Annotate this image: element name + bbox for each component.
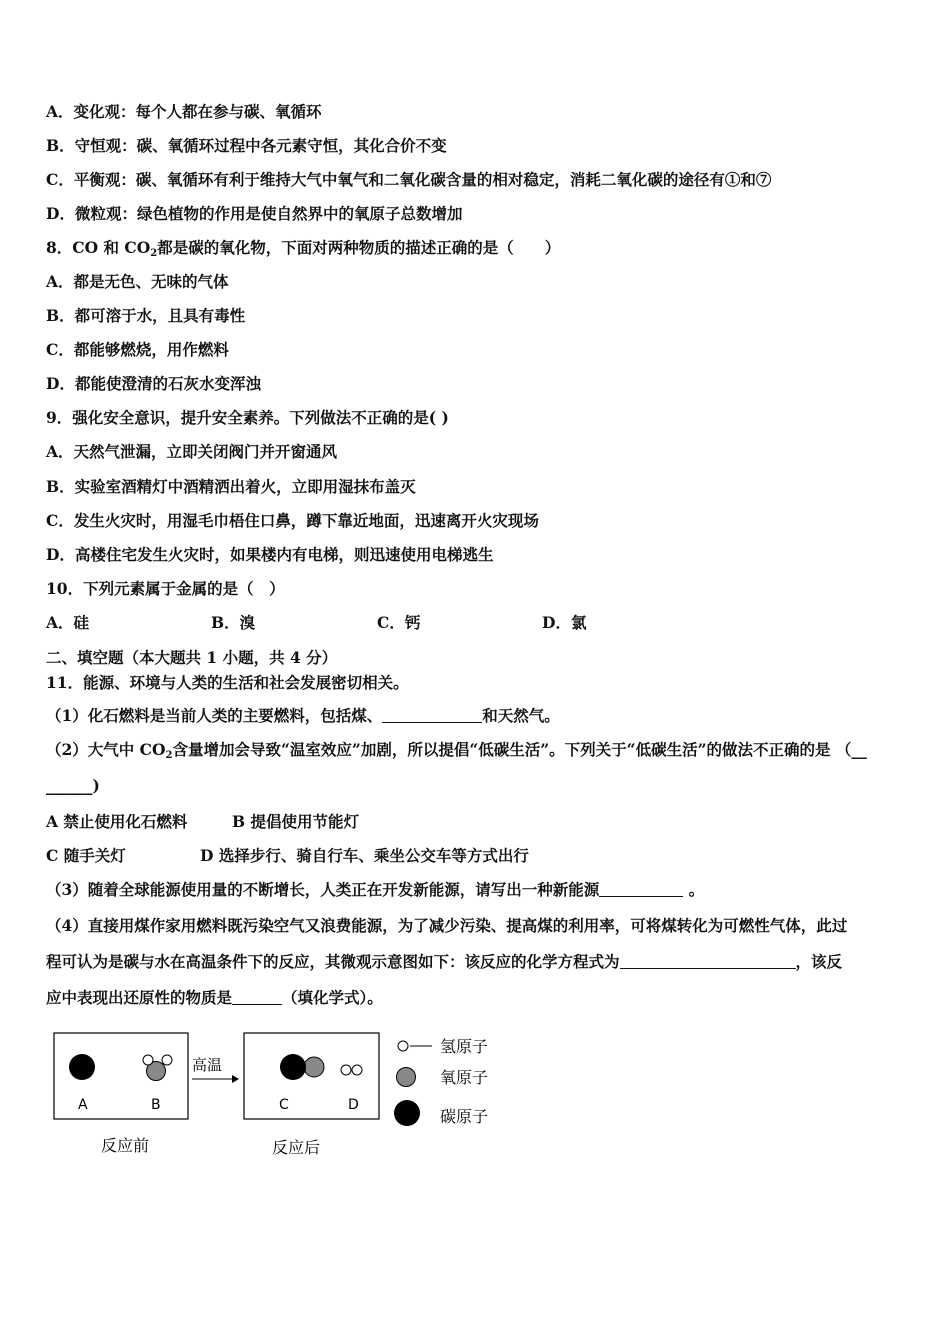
q8-option-d: D．都能使澄清的石灰水变浑浊 — [46, 374, 261, 393]
q9-option-d: D．高楼住宅发生火灾时，如果楼内有电梯，则迅速使用电梯逃生 — [46, 545, 494, 564]
q10-option-c: C．钙 — [377, 613, 421, 632]
legend-oxygen-icon — [397, 1068, 416, 1087]
q11-part4-line1: （4）直接用煤作家用燃料既污染空气又浪费能源，为了减少污染、提高煤的利用率，可将煤转化为可燃性气体，此过 — [46, 916, 848, 935]
q11-stem: 11．能源、环境与人类的生活和社会发展密切相关。 — [46, 673, 409, 692]
arrow-head — [232, 1075, 239, 1083]
hydrogen-atom — [352, 1065, 362, 1075]
hydrogen-atom — [162, 1055, 172, 1065]
q11-option-a: A 禁止使用化石燃料 — [46, 812, 188, 831]
carbon-atom — [280, 1054, 306, 1080]
equation-blank[interactable] — [620, 953, 796, 969]
q10-option-d: D．氯 — [542, 613, 587, 632]
q9-stem: 9．强化安全意识，提升安全素养。下列做法不正确的是( ) — [46, 408, 449, 427]
q9-option-a: A．天然气泄漏，立即关闭阀门并开窗通风 — [46, 442, 338, 461]
q7-option-c: C．平衡观：碳、氧循环有利于维持大气中氧气和二氧化碳含量的相对稳定，消耗二氧化碳的途径有①和⑦ — [46, 170, 772, 189]
label-b: B — [151, 1097, 161, 1113]
q10-option-a: A．硅 — [46, 613, 90, 632]
hydrogen-atom — [341, 1065, 351, 1075]
before-label: 反应前 — [101, 1136, 150, 1155]
label-c: C — [279, 1097, 289, 1113]
q8-stem: 8．CO 和 $CO_2$都是碳的氧化物，下面对两种物质的描述正确的是（ ） — [46, 238, 561, 259]
q9-option-b: B．实验室酒精灯中酒精洒出着火，立即用湿抹布盖灭 — [46, 477, 416, 496]
q8-option-a: A．都是无色、无味的气体 — [46, 272, 229, 291]
q11-option-c: C 随手关灯 — [46, 846, 126, 865]
legend-carbon-icon — [394, 1100, 420, 1126]
label-a: A — [78, 1097, 88, 1113]
q11-part1: （1）化石燃料是当前人类的主要燃料，包括煤、 和天然气。 — [46, 706, 560, 725]
q11-part3: （3）随着全球能源使用量的不断增长，人类正在开发新能源，请写出一种新能源 。 — [46, 880, 705, 899]
carbon-atom — [69, 1054, 95, 1080]
section-heading: 二、填空题（本大题共 1 小题，共 4 分） — [46, 648, 338, 667]
legend-oxygen: 氧原子 — [440, 1068, 489, 1087]
q10-option-b: B．溴 — [211, 613, 256, 632]
hydrogen-atom — [143, 1055, 153, 1065]
answer-blank[interactable] — [382, 707, 482, 723]
label-d: D — [348, 1097, 359, 1113]
q7-option-a: A．变化观：每个人都在参与碳、氧循环 — [46, 102, 322, 121]
legend-carbon: 碳原子 — [440, 1107, 489, 1126]
after-label: 反应后 — [272, 1138, 321, 1157]
q11-option-b: B 提倡使用节能灯 — [232, 812, 359, 831]
q11-part2: （2）大气中 $CO_2$含量增加会导致“温室效应”加剧，所以提倡“低碳生活”。下列关于“低碳生活”的做法不正确的是 （__ — [46, 740, 867, 761]
q7-option-b: B．守恒观：碳、氧循环过程中各元素守恒，其化合价不变 — [46, 136, 447, 155]
q11-part4-line3: 应中表现出还原性的物质是 （填化学式）。 — [46, 988, 383, 1007]
legend-hydrogen-icon — [398, 1041, 408, 1051]
q11-part2-tail: ______) — [46, 776, 100, 795]
q8-option-c: C．都能够燃烧，用作燃料 — [46, 340, 229, 359]
oxygen-atom — [304, 1057, 324, 1077]
answer-blank[interactable] — [599, 881, 683, 897]
q10-stem: 10．下列元素属于金属的是（ ） — [46, 579, 285, 598]
q11-option-d: D 选择步行、骑自行车、乘坐公交车等方式出行 — [200, 846, 529, 865]
reaction-diagram — [0, 1020, 950, 1220]
legend-hydrogen: 氢原子 — [440, 1037, 489, 1056]
q7-option-d: D．微粒观：绿色植物的作用是使自然界中的氧原子总数增加 — [46, 204, 463, 223]
q11-part4-line2: 程可认为是碳与水在高温条件下的反应，其微观示意图如下：该反应的化学方程式为 ，该反 — [46, 952, 843, 971]
q9-option-c: C．发生火灾时，用湿毛巾梧住口鼻，蹲下靠近地面，迅速离开火灾现场 — [46, 511, 539, 530]
q8-option-b: B．都可溶于水，且具有毒性 — [46, 306, 246, 325]
formula-blank[interactable] — [232, 989, 282, 1005]
arrow-label: 高温 — [192, 1056, 223, 1074]
